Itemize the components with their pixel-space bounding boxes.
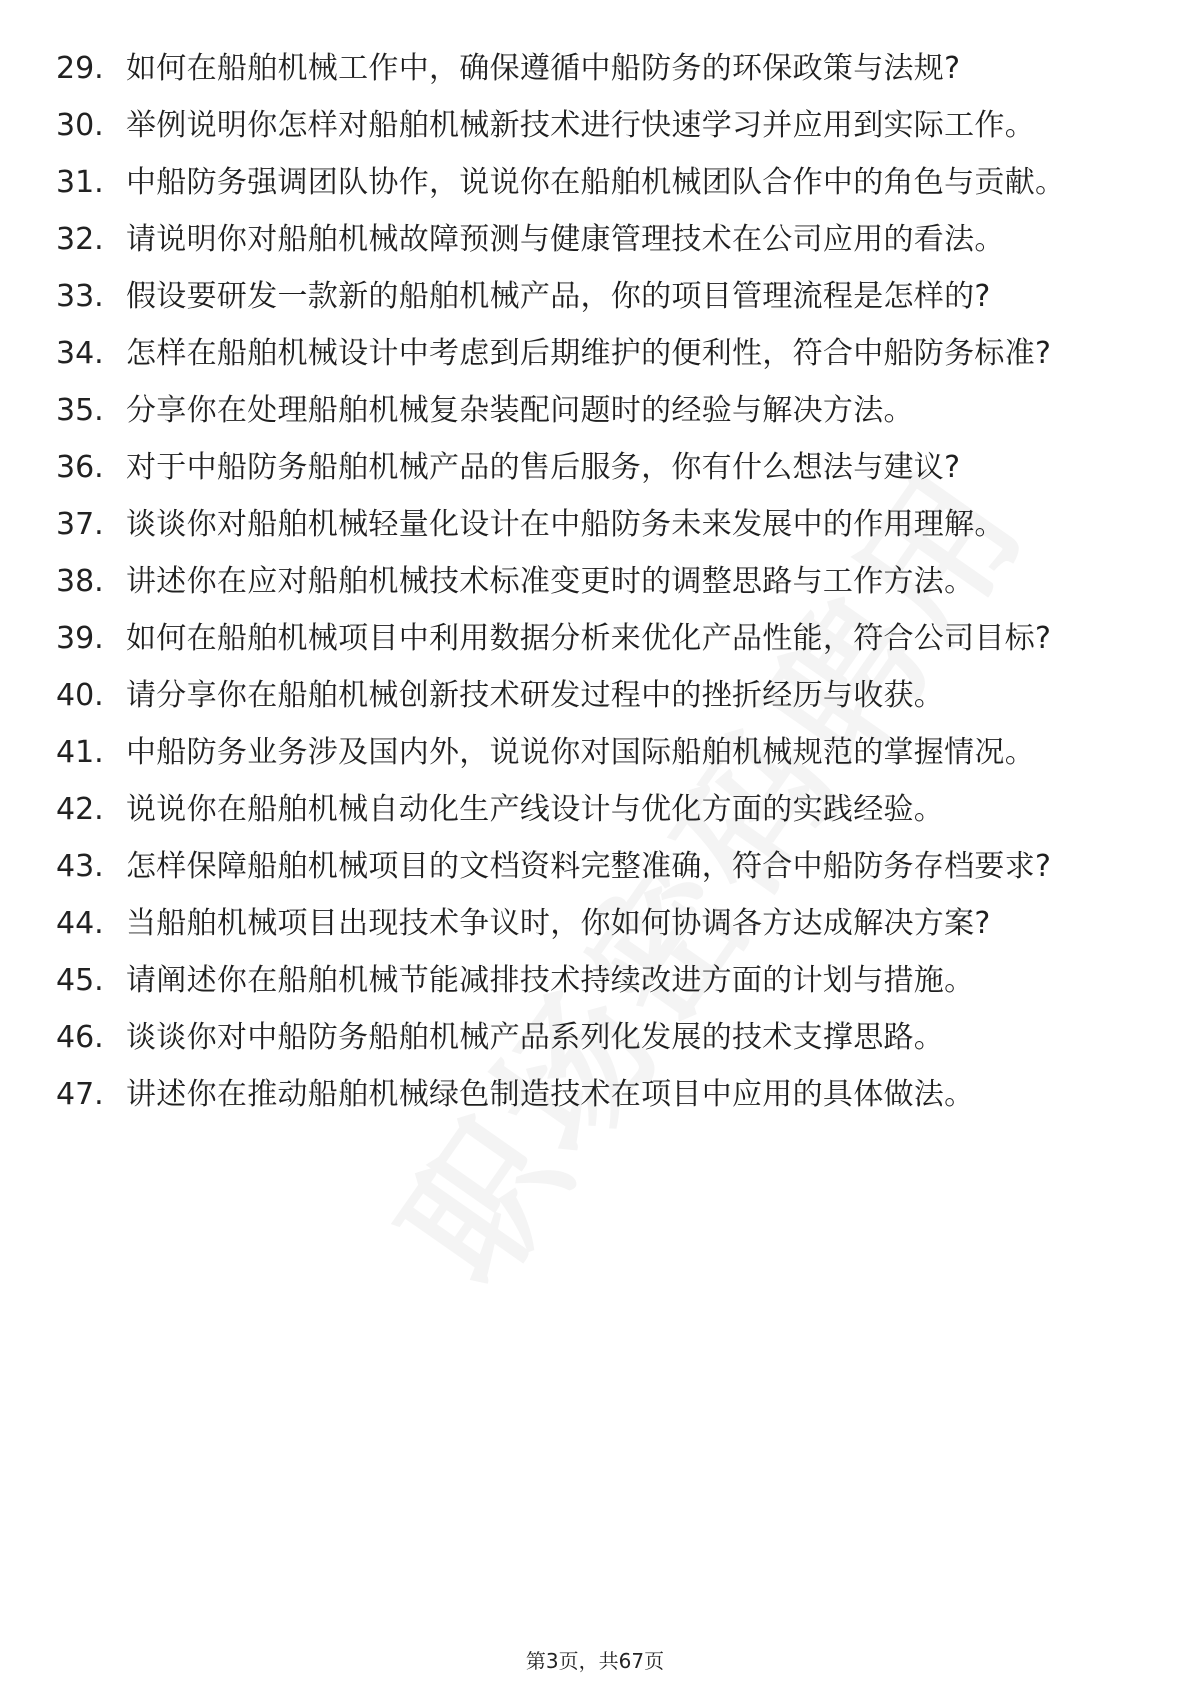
question-text: 怎样保障船舶机械项目的文档资料完整准确，符合中船防务存档要求? — [126, 849, 1052, 884]
question-item — [56, 48, 1136, 90]
question-item — [56, 504, 1136, 546]
question-item — [56, 561, 1136, 603]
question-text: 如何在船舶机械项目中利用数据分析来优化产品性能，符合公司目标? — [126, 621, 1052, 656]
question-number: 38. — [56, 564, 104, 599]
question-text: 如何在船舶机械工作中，确保遵循中船防务的环保政策与法规? — [126, 51, 961, 86]
question-item — [56, 162, 1136, 204]
question-text: 讲述你在推动船舶机械绿色制造技术在项目中应用的具体做法。 — [126, 1077, 975, 1112]
question-number: 34. — [56, 336, 104, 371]
question-text: 分享你在处理船舶机械复杂装配问题时的经验与解决方法。 — [126, 393, 914, 428]
question-number: 39. — [56, 621, 104, 656]
question-item — [56, 447, 1136, 489]
question-number: 37. — [56, 507, 104, 542]
question-item — [56, 903, 1136, 945]
question-text: 请分享你在船舶机械创新技术研发过程中的挫折经历与收获。 — [126, 678, 945, 713]
question-number: 30. — [56, 108, 104, 143]
question-number: 47. — [56, 1077, 104, 1112]
question-text: 谈谈你对中船防务船舶机械产品系列化发展的技术支撑思路。 — [126, 1020, 945, 1055]
question-text: 对于中船防务船舶机械产品的售后服务，你有什么想法与建议? — [126, 450, 961, 485]
question-item — [56, 1017, 1136, 1059]
question-item — [56, 105, 1136, 147]
question-item — [56, 789, 1136, 831]
question-text: 谈谈你对船舶机械轻量化设计在中船防务未来发展中的作用理解。 — [126, 507, 1005, 542]
question-number: 31. — [56, 165, 104, 200]
question-number: 40. — [56, 678, 104, 713]
question-number: 44. — [56, 906, 104, 941]
question-item — [56, 618, 1136, 660]
question-item — [56, 219, 1136, 261]
question-number: 46. — [56, 1020, 104, 1055]
question-item — [56, 732, 1136, 774]
question-text: 请说明你对船舶机械故障预测与健康管理技术在公司应用的看法。 — [126, 222, 1005, 257]
question-text: 中船防务强调团队协作，说说你在船舶机械团队合作中的角色与贡献。 — [126, 165, 1066, 200]
question-number: 33. — [56, 279, 104, 314]
question-item — [56, 960, 1136, 1002]
question-text: 当船舶机械项目出现技术争议时，你如何协调各方达成解决方案? — [126, 906, 991, 941]
question-text: 请阐述你在船舶机械节能减排技术持续改进方面的计划与措施。 — [126, 963, 975, 998]
question-item — [56, 846, 1136, 888]
question-list — [56, 48, 1136, 1131]
question-text: 讲述你在应对船舶机械技术标准变更时的调整思路与工作方法。 — [126, 564, 975, 599]
question-number: 43. — [56, 849, 104, 884]
question-item — [56, 333, 1136, 375]
question-text: 中船防务业务涉及国内外，说说你对国际船舶机械规范的掌握情况。 — [126, 735, 1035, 770]
question-item — [56, 1074, 1136, 1116]
question-number: 45. — [56, 963, 104, 998]
question-number: 41. — [56, 735, 104, 770]
question-item — [56, 675, 1136, 717]
question-number: 36. — [56, 450, 104, 485]
question-item — [56, 276, 1136, 318]
question-number: 32. — [56, 222, 104, 257]
question-text: 假设要研发一款新的船舶机械产品，你的项目管理流程是怎样的? — [126, 279, 991, 314]
question-text: 举例说明你怎样对船舶机械新技术进行快速学习并应用到实际工作。 — [126, 108, 1035, 143]
question-item — [56, 390, 1136, 432]
question-text: 说说你在船舶机械自动化生产线设计与优化方面的实践经验。 — [126, 792, 945, 827]
page-number: 第3页，共67页 — [525, 1649, 665, 1673]
question-number: 42. — [56, 792, 104, 827]
question-number: 29. — [56, 51, 104, 86]
question-text: 怎样在船舶机械设计中考虑到后期维护的便利性，符合中船防务标准? — [126, 336, 1052, 371]
question-number: 35. — [56, 393, 104, 428]
